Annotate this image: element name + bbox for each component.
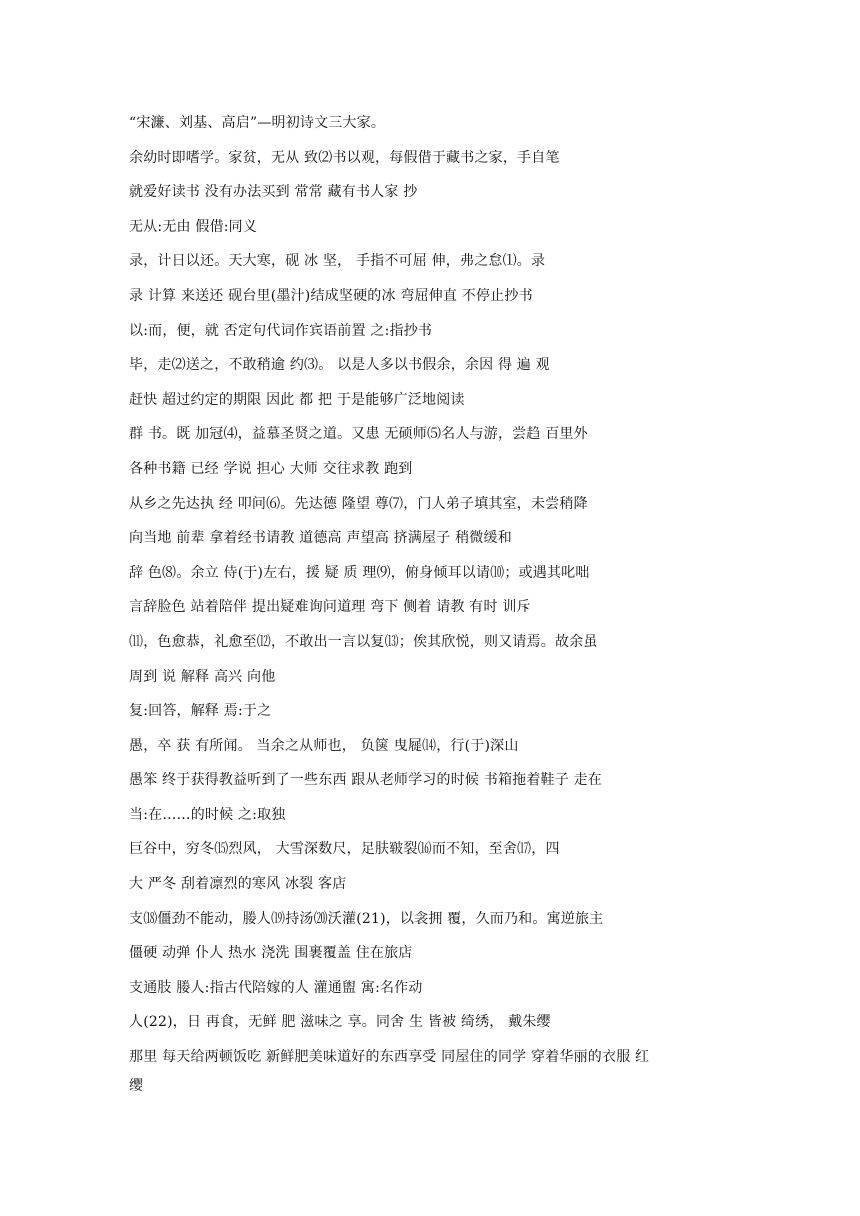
text-line: 以:而，便，就 否定句代词作宾语前置 之:指抄书: [129, 322, 433, 339]
text-line: 支通肢 媵人:指古代陪嫁的人 灌通盥 寓:名作动: [129, 979, 423, 996]
text-line: 各种书籍 已经 学说 担心 大师 交往求教 跑到: [129, 460, 413, 477]
text-line: “宋濂、刘基、高启”—明初诗文三大家。: [129, 115, 386, 131]
text-line: 从乡之先达执 经 叩问⑹。先达德 隆望 尊⑺，门人弟子填其室，未尝稍降: [129, 495, 588, 512]
text-line: 大 严冬 刮着凛烈的寒风 冰裂 客店: [129, 876, 347, 893]
text-line: 人(22)，日 再食，无鲜 肥 滋味之 享。同舍 生 皆被 绮绣， 戴朱缨: [129, 1014, 551, 1031]
text-line: 僵硬 动弹 仆人 热水 浇洗 围裹覆盖 住在旅店: [129, 945, 413, 962]
text-line: 余幼时即嗜学。家贫，无从 致⑵书以观，每假借于藏书之家，手自笔: [129, 149, 560, 166]
text-line: 赶快 超过约定的期限 因此 都 把 于是能够广泛地阅读: [129, 391, 465, 408]
text-line: 那里 每天给两顿饭吃 新鲜肥美味道好的东西享受 同屋住的同学 穿着华丽的衣服 红: [129, 1049, 650, 1066]
text-line: 辞 色⑻。余立 侍(于)左右，援 疑 质 理⑼，俯身倾耳以请⑽；或遇其叱咄: [129, 564, 590, 581]
text-line: 向当地 前辈 拿着经书请教 道德高 声望高 挤满屋子 稍微缓和: [129, 530, 512, 547]
document-body: [129, 106, 689, 1097]
text-line: ⑾，色愈恭，礼愈至⑿，不敢出一言以复⒀；俟其欣悦，则又请焉。故余虽: [129, 633, 598, 650]
text-line: 支⒅僵劲不能动，媵人⒆持汤⒇沃灌(21)，以衾拥 覆，久而乃和。寓逆旅主: [129, 910, 604, 927]
text-line: 就爱好读书 没有办法买到 常常 藏有书人家 抄: [129, 184, 418, 201]
text-line: 当:在……的时候 之:取独: [129, 806, 286, 823]
text-line: 复:回答，解释 焉:于之: [129, 703, 272, 720]
text-line: 周到 说 解释 高兴 向他: [129, 668, 276, 685]
text-line: 毕，走⑵送之，不敢稍逾 约⑶。 以是人多以书假余，余因 得 遍 观: [129, 357, 550, 374]
text-line: 缨: [129, 1077, 144, 1094]
text-line: 录 计算 来送还 砚台里(墨汁)结成坚硬的冰 弯屈伸直 不停止抄书: [129, 287, 533, 304]
text-line: 愚，卒 获 有所闻。 当余之从师也， 负箧 曳屣⒁，行(于)深山: [129, 737, 519, 754]
text-line: 言辞脸色 站着陪伴 提出疑难询问道理 弯下 侧着 请教 有时 训斥: [129, 599, 531, 616]
text-line: 群 书。既 加冠⑷，益慕圣贤之道。又患 无硕师⑸名人与游，尝趋 百里外: [129, 426, 588, 443]
text-line: 无从:无由 假借:同义: [129, 218, 258, 235]
text-line: 愚笨 终于获得教益听到了一些东西 跟从老师学习的时候 书箱拖着鞋子 走在: [129, 772, 602, 789]
text-line: 录，计日以还。天大寒，砚 冰 坚， 手指不可屈 伸，弗之怠⑴。录: [129, 253, 546, 270]
text-line: 巨谷中，穷冬⒂烈风， 大雪深数尺，足肤皲裂⒃而不知，至舍⒄，四: [129, 841, 560, 858]
